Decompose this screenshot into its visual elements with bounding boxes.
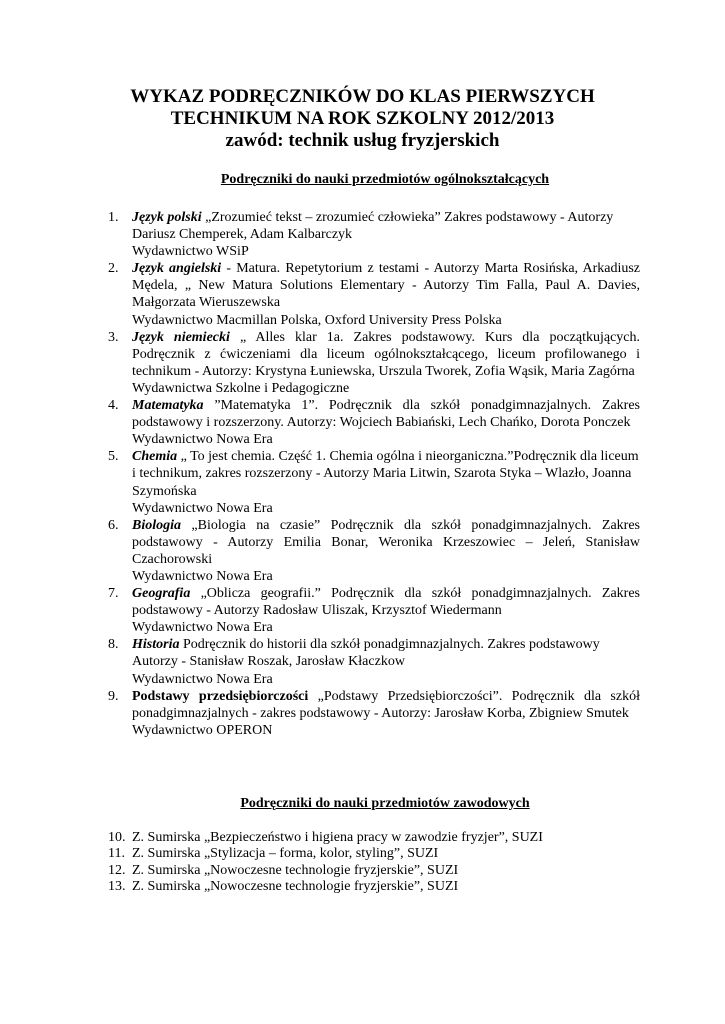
item-number: 12. — [108, 862, 126, 878]
subject-name: Język polski — [132, 210, 202, 225]
list-item — [108, 329, 640, 397]
subject-name: Podstawy przedsiębiorczości — [132, 688, 309, 704]
list-item — [108, 517, 640, 585]
list-item — [108, 636, 640, 687]
title-line-2: TECHNIKUM NA ROK SZKOLNY 2012/2013 — [170, 108, 555, 129]
subject-name: Matematyka — [132, 398, 204, 414]
list-item — [108, 863, 648, 879]
title-line-3: zawód: technik usług fryzjerskich — [225, 130, 500, 151]
subject-name: Język angielski — [132, 261, 222, 277]
list-item — [108, 448, 640, 516]
list-item — [108, 846, 648, 862]
item-description: „ Alles klar 1a. Zakres podstawowy. Kurs dla początkujących. Podręcznik z ćwiczeniami dla liceum ogólnokształcącego, liceum profilowanego i technikum - Autorzy: Krystyna Łuniewska, Urszula Tworek, Zofia Wąsik, Maria Zagórna — [132, 329, 640, 379]
item-number: 4. — [108, 398, 119, 414]
general-section-heading: Podręczniki do nauki przedmiotów ogólnokształcących — [220, 172, 550, 187]
list-item — [108, 260, 640, 328]
publisher: Wydawnictwo Macmillan Polska, Oxford University Press Polska — [132, 312, 502, 328]
item-description: „Oblicza geografii.” Podręcznik dla szkół ponadgimnazjalnych. Zakres podstawowy - Autorzy Radosław Uliszak, Krzysztof Wiedermann — [132, 586, 640, 619]
document-title — [0, 86, 725, 152]
subject-name: Biologia — [132, 517, 182, 533]
subject-name: Historia — [132, 637, 180, 653]
item-description: Z. Sumirska „Bezpieczeństwo i higiena pracy w zawodzie fryzjer”, SUZI — [132, 830, 543, 845]
list-item — [108, 879, 648, 895]
publisher: Wydawnictwo OPERON — [132, 722, 273, 738]
item-description: Podręcznik do historii dla szkół ponadgimnazjalnych. Zakres podstawowy Autorzy - Stanisław Roszak, Jarosław Kłaczkow — [132, 637, 600, 670]
item-number: 7. — [108, 586, 119, 602]
item-description: „Zrozumieć tekst – zrozumieć człowieka” Zakres podstawowy - Autorzy Dariusz Chemperek, Adam Kalbarczyk — [132, 210, 614, 243]
vocational-textbook-list — [108, 830, 648, 895]
item-description: Z. Sumirska „Nowoczesne technologie fryzjerskie”, SUZI — [132, 878, 459, 894]
item-description: ”Matematyka 1”. Podręcznik dla szkół ponadgimnazjalnych. Zakres podstawowy i rozszerzony. Autorzy: Wojciech Babiański, Lech Chańko, Dorota Ponczek — [132, 398, 640, 431]
list-item — [108, 209, 640, 260]
general-textbook-list — [108, 209, 640, 739]
item-description: „Biologia na czasie” Podręcznik dla szkół ponadgimnazjalnych. Zakres podstawowy - Autorzy Emilia Bonar, Weronika Krzeszowiec – Jeleń, Stanisław Czachorowski — [132, 517, 640, 567]
item-number: 6. — [108, 517, 119, 533]
publisher: Wydawnictwo Nowa Era — [132, 500, 273, 516]
item-number: 5. — [108, 449, 119, 465]
publisher: Wydawnictwo WSiP — [132, 244, 249, 260]
publisher: Wydawnictwo Nowa Era — [132, 568, 273, 584]
item-description: Z. Sumirska „Nowoczesne technologie fryzjerskie”, SUZI — [132, 862, 459, 878]
subject-name: Chemia — [132, 449, 178, 465]
item-number: 2. — [108, 261, 119, 277]
item-number: 9. — [108, 688, 119, 704]
item-description: „ To jest chemia. Część 1. Chemia ogólna i nieorganiczna.”Podręcznik dla liceum i technikum, zakres rozszerzony - Autorzy Maria Litwin, Szarota Styka – Wlazło, Joanna Szymońska — [132, 449, 639, 499]
item-description: Z. Sumirska „Stylizacja – forma, kolor, styling”, SUZI — [132, 846, 439, 862]
list-item — [108, 688, 640, 739]
item-number: 11. — [108, 846, 125, 862]
list-item — [108, 830, 648, 846]
item-number: 3. — [108, 329, 119, 345]
item-number: 1. — [108, 210, 119, 225]
item-description: - Matura. Repetytorium z testami - Autorzy Marta Rosińska, Arkadiusz Mędela, „ New Matura Solutions Elementary - Autorzy Tim Falla, Paul A. Davies, Małgorzata Wieruszewska — [132, 261, 640, 311]
list-item — [108, 585, 640, 636]
publisher: Wydawnictwa Szkolne i Pedagogiczne — [132, 380, 350, 396]
publisher: Wydawnictwo Nowa Era — [132, 620, 273, 636]
subject-name: Geografia — [132, 586, 191, 602]
item-number: 10. — [108, 830, 126, 845]
item-description: „Podstawy Przedsiębiorczości”. Podręcznik dla szkół ponadgimnazjalnych - zakres podstawowy - Autorzy: Jarosław Korba, Zbigniew Smutek — [132, 688, 640, 721]
subject-name: Język niemiecki — [132, 329, 230, 345]
publisher: Wydawnictwo Nowa Era — [132, 432, 273, 448]
title-line-1: WYKAZ PODRĘCZNIKÓW DO KLAS PIERWSZYCH — [130, 86, 595, 107]
vocational-section-heading: Podręczniki do nauki przedmiotów zawodowych — [240, 796, 530, 811]
item-number: 8. — [108, 637, 119, 653]
item-number: 13. — [108, 878, 126, 894]
list-item — [108, 397, 640, 448]
publisher: Wydawnictwo Nowa Era — [132, 671, 273, 687]
